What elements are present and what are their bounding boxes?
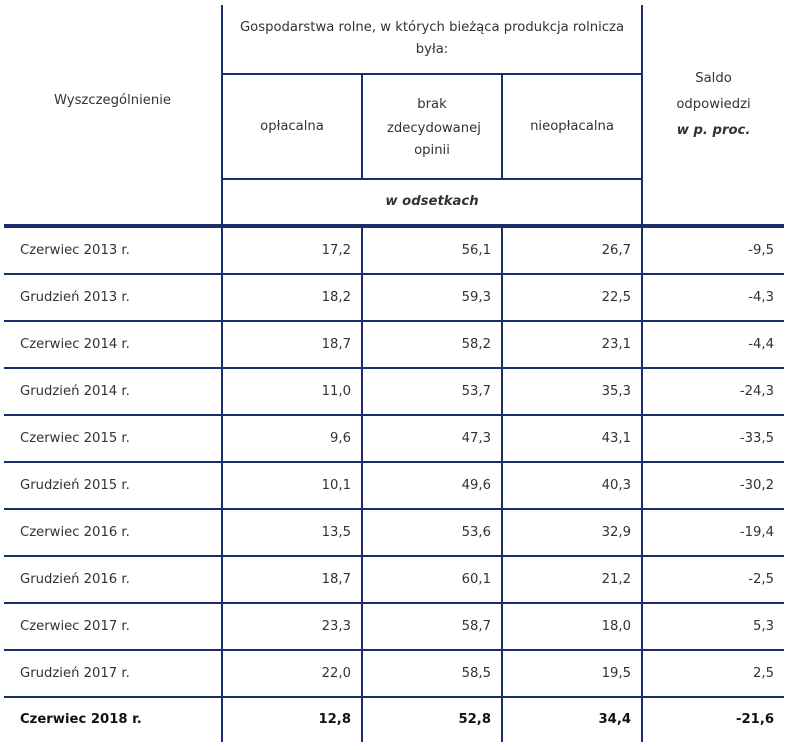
cell-profitable: 13,5 [222, 509, 362, 556]
table-row [4, 321, 784, 368]
cell-saldo: -33,5 [642, 415, 784, 462]
cell-unprofitable: 18,0 [502, 603, 642, 650]
cell-undecided: 53,7 [362, 368, 502, 415]
col-undecided-line1: brak [417, 96, 447, 112]
cell-saldo: -2,5 [642, 556, 784, 603]
cell-unprofitable: 34,4 [502, 697, 642, 742]
cell-undecided: 47,3 [362, 415, 502, 462]
table-header [4, 5, 784, 226]
cell-saldo: -4,3 [642, 274, 784, 321]
row-label: Czerwiec 2018 r. [20, 712, 142, 727]
cell-undecided: 58,7 [362, 603, 502, 650]
table-row [4, 556, 784, 603]
cell-profitable: 18,2 [222, 274, 362, 321]
col-unprofitable-text: nieopłacalna [530, 118, 614, 134]
saldo-header [642, 5, 784, 226]
farm-profitability-table [4, 5, 784, 742]
row-label: Czerwiec 2014 r. [20, 336, 130, 352]
cell-unprofitable: 26,7 [502, 226, 642, 274]
cell-unprofitable: 43,1 [502, 415, 642, 462]
unit-header [222, 179, 642, 226]
group-header [222, 5, 642, 74]
cell-unprofitable: 40,3 [502, 462, 642, 509]
cell-profitable: 18,7 [222, 321, 362, 368]
table-row [4, 603, 784, 650]
table-row [4, 226, 784, 274]
cell-undecided: 56,1 [362, 226, 502, 274]
cell-profitable: 23,3 [222, 603, 362, 650]
row-label: Grudzień 2013 r. [20, 289, 130, 305]
table-row [4, 509, 784, 556]
saldo-header-line1: Saldo [695, 70, 732, 86]
cell-profitable: 18,7 [222, 556, 362, 603]
cell-profitable: 22,0 [222, 650, 362, 697]
col-undecided-line2: zdecydowanej opinii [387, 120, 481, 158]
row-label: Grudzień 2015 r. [20, 477, 130, 493]
row-label-header [4, 5, 222, 226]
cell-unprofitable: 19,5 [502, 650, 642, 697]
cell-saldo: -30,2 [642, 462, 784, 509]
table-row [4, 368, 784, 415]
cell-undecided: 52,8 [362, 697, 502, 742]
table-body [4, 226, 784, 742]
col-profitable-text: opłacalna [260, 118, 324, 134]
cell-saldo: -19,4 [642, 509, 784, 556]
unit-header-text: w odsetkach [385, 194, 479, 209]
saldo-unit-label: w p. proc. [676, 122, 751, 138]
row-label: Czerwiec 2013 r. [20, 242, 130, 258]
cell-saldo: -24,3 [642, 368, 784, 415]
cell-unprofitable: 35,3 [502, 368, 642, 415]
row-label: Grudzień 2017 r. [20, 665, 130, 681]
cell-profitable: 10,1 [222, 462, 362, 509]
col-undecided-header [362, 74, 502, 179]
cell-undecided: 59,3 [362, 274, 502, 321]
row-label: Grudzień 2016 r. [20, 571, 130, 587]
cell-saldo: -21,6 [642, 697, 784, 742]
cell-saldo: 2,5 [642, 650, 784, 697]
cell-saldo: 5,3 [642, 603, 784, 650]
cell-profitable: 9,6 [222, 415, 362, 462]
table-row [4, 650, 784, 697]
group-header-text: Gospodarstwa rolne, w których bieżąca produkcja rolnicza była: [239, 20, 625, 57]
cell-unprofitable: 21,2 [502, 556, 642, 603]
cell-undecided: 60,1 [362, 556, 502, 603]
cell-profitable: 11,0 [222, 368, 362, 415]
col-profitable-header [222, 74, 362, 179]
row-label: Grudzień 2014 r. [20, 383, 130, 399]
cell-unprofitable: 23,1 [502, 321, 642, 368]
table-row [4, 274, 784, 321]
row-label: Czerwiec 2016 r. [20, 524, 130, 540]
row-label: Czerwiec 2015 r. [20, 430, 130, 446]
row-label: Czerwiec 2017 r. [20, 618, 130, 634]
cell-undecided: 53,6 [362, 509, 502, 556]
cell-profitable: 17,2 [222, 226, 362, 274]
row-label-header-text: Wyszczególnienie [53, 92, 172, 108]
cell-undecided: 49,6 [362, 462, 502, 509]
cell-unprofitable: 22,5 [502, 274, 642, 321]
cell-saldo: -4,4 [642, 321, 784, 368]
cell-saldo: -9,5 [642, 226, 784, 274]
table-row [4, 462, 784, 509]
saldo-header-line2: odpowiedzi [676, 96, 751, 112]
cell-profitable: 12,8 [222, 697, 362, 742]
cell-undecided: 58,2 [362, 321, 502, 368]
cell-undecided: 58,5 [362, 650, 502, 697]
cell-unprofitable: 32,9 [502, 509, 642, 556]
table-row [4, 415, 784, 462]
col-unprofitable-header [502, 74, 642, 179]
table-row-latest [4, 697, 784, 742]
